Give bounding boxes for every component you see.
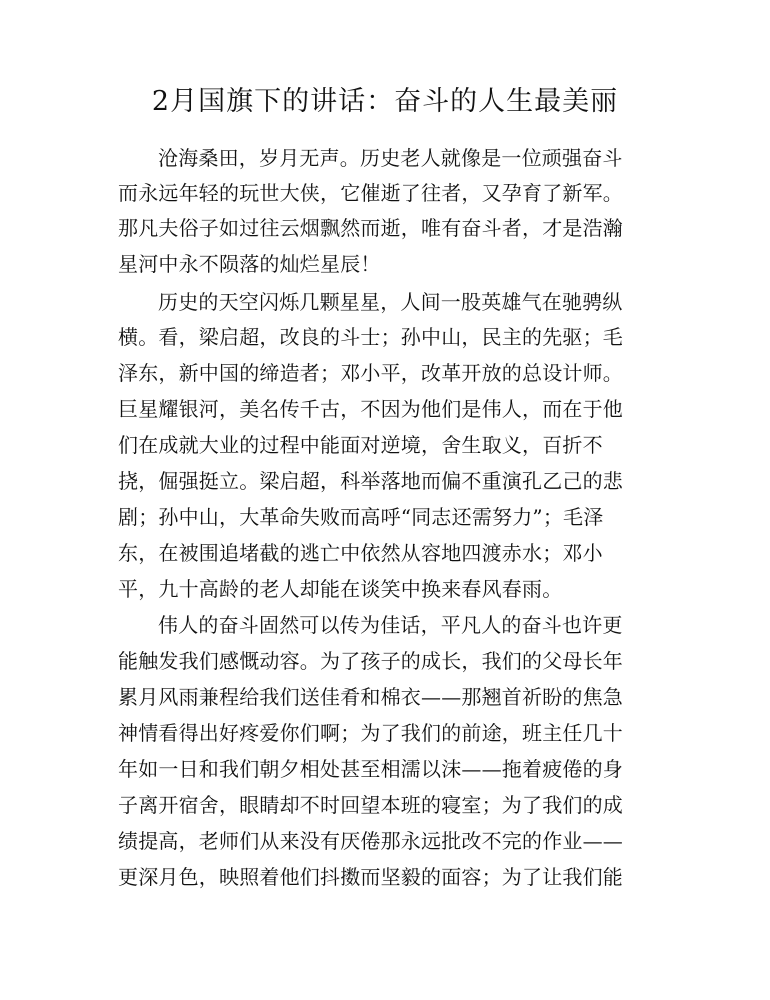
paragraph-1-line-1: 沧海桑田，岁月无声。历史老人就像是一位顽强奋斗	[158, 146, 623, 170]
paragraph-2-line-9: 平，九十高龄的老人却能在谈笑中换来春风春雨。	[118, 577, 563, 601]
paragraph-3-line-7: 绩提高，老师们从来没有厌倦那永远批改不完的作业——	[118, 829, 623, 853]
paragraph-3-line-4: 神情看得出好疼爱你们啊；为了我们的前途，班主任几十	[118, 721, 623, 745]
paragraph-2-line-8: 东，在被围追堵截的逃亡中依然从容地四渡赤水；邓小	[118, 541, 603, 565]
paragraph-3-line-6: 子离开宿舍，眼睛却不时回望本班的寝室；为了我们的成	[118, 793, 623, 817]
paragraph-2-line-6: 挠，倔强挺立。梁启超，科举落地而偏不重演孔乙己的悲	[118, 469, 623, 493]
paragraph-3-line-2: 能触发我们感慨动容。为了孩子的成长，我们的父母长年	[118, 649, 623, 673]
page-title: 2月国旗下的讲话：奋斗的人生最美丽	[151, 86, 619, 117]
paragraph-3-line-8: 更深月色，映照着他们抖擞而坚毅的面容；为了让我们能	[118, 865, 623, 889]
paragraph-2-line-4: 巨星耀银河，美名传千古，不因为他们是伟人，而在于他	[118, 397, 623, 421]
paragraph-3-line-3: 累月风雨兼程给我们送佳肴和棉衣——那翘首祈盼的焦急	[118, 685, 623, 709]
paragraph-2-line-7: 剧；孙中山，大革命失败而高呼“同志还需努力”；毛泽	[118, 505, 604, 529]
paragraph-1-line-2: 而永远年轻的玩世大侠，它催逝了往者，又孕育了新军。	[118, 181, 623, 205]
paragraph-2-line-3: 泽东，新中国的缔造者；邓小平，改革开放的总设计师。	[118, 361, 623, 385]
paragraph-3-line-5: 年如一日和我们朝夕相处甚至相濡以沫——拖着疲倦的身	[118, 757, 623, 781]
paragraph-1-line-4: 星河中永不陨落的灿烂星辰！	[118, 252, 381, 276]
paragraph-2-line-5: 们在成就大业的过程中能面对逆境，舍生取义，百折不	[118, 433, 603, 457]
paragraph-1-line-3: 那凡夫俗子如过往云烟飘然而逝，唯有奋斗者，才是浩瀚	[118, 216, 623, 240]
paragraph-3-line-1: 伟人的奋斗固然可以传为佳话，平凡人的奋斗也许更	[158, 613, 623, 637]
paragraph-2-line-1: 历史的天空闪烁几颗星星，人间一股英雄气在驰骋纵	[158, 290, 623, 314]
paragraph-2-line-2: 横。看，梁启超，改良的斗士；孙中山，民主的先驱；毛	[118, 325, 623, 349]
